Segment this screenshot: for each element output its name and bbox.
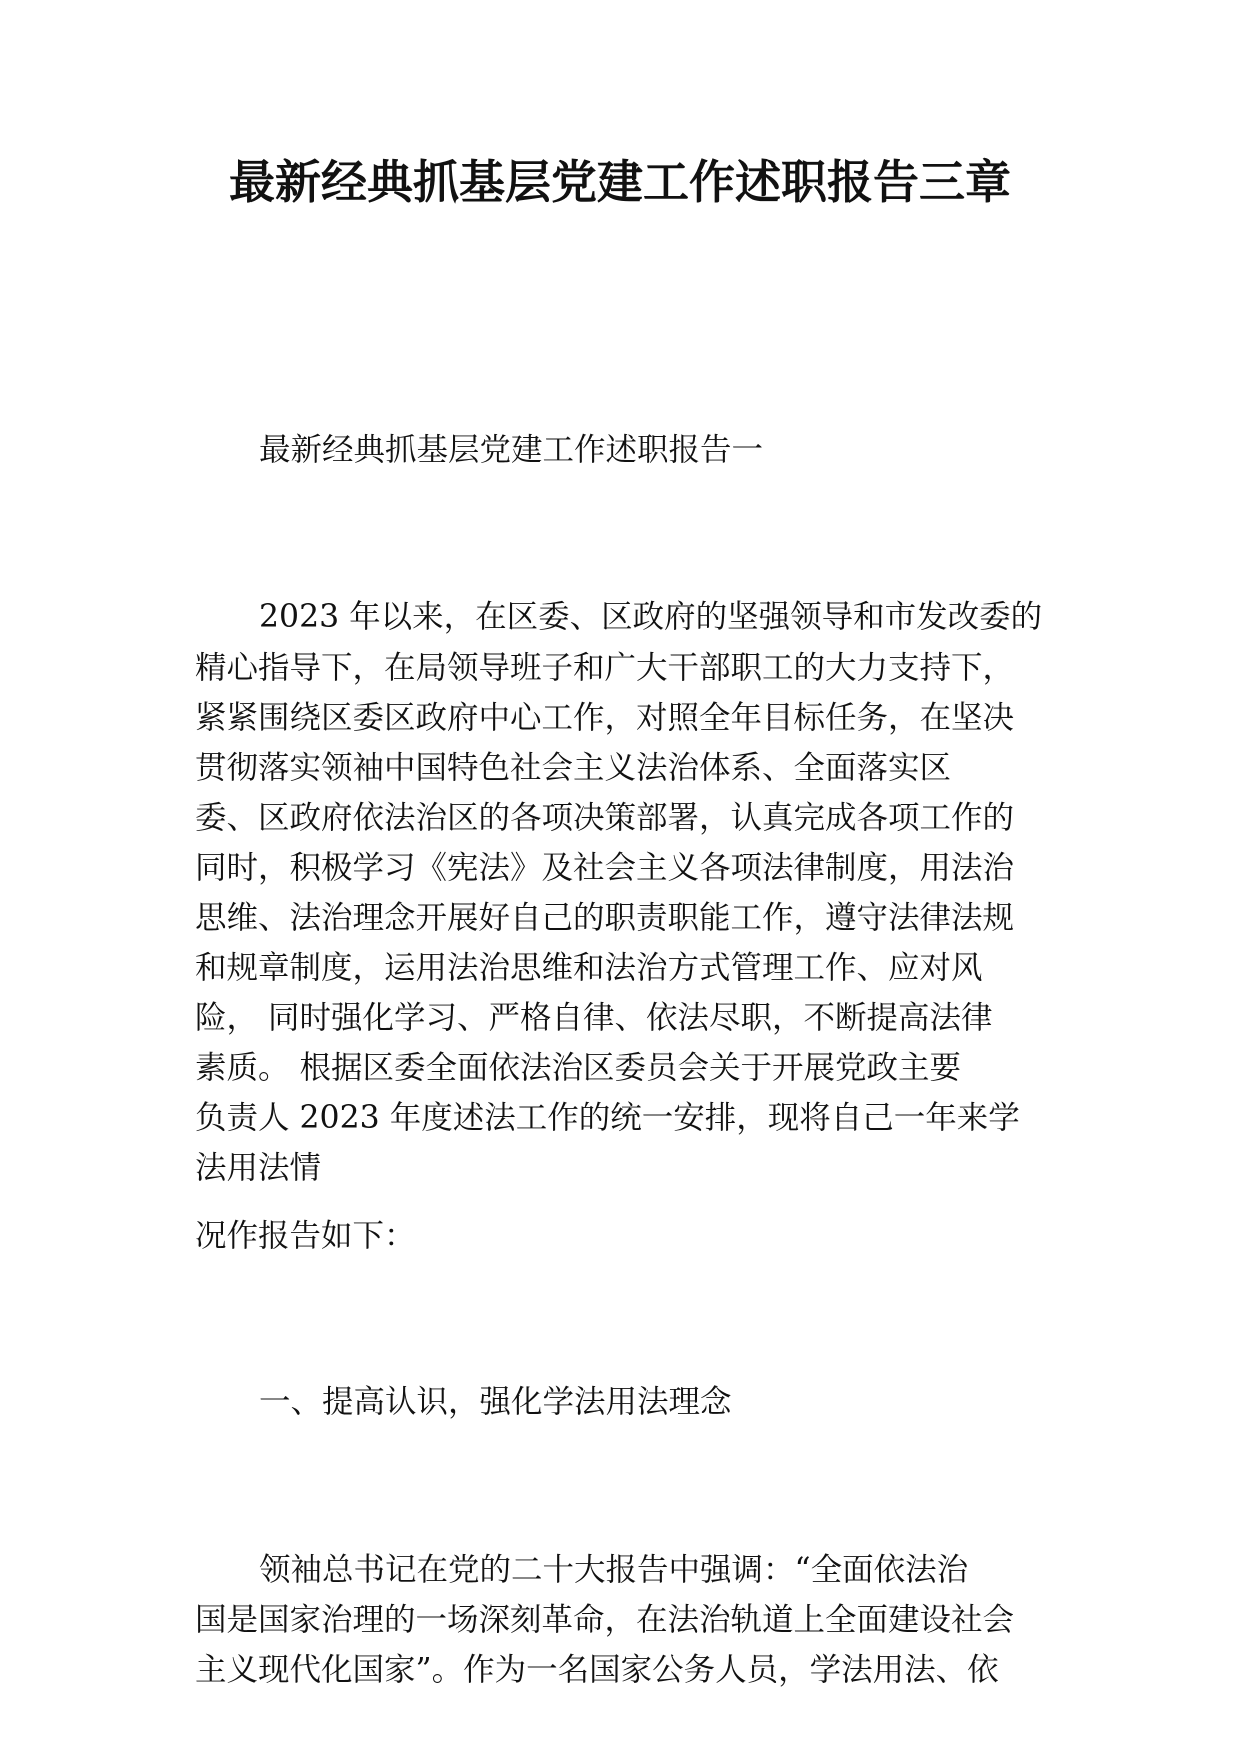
paragraph-line: 领袖总书记在党的二十大报告中强调：“全面依法治	[259, 1552, 969, 1588]
report-subtitle: 最新经典抓基层党建工作述职报告一	[259, 432, 764, 468]
paragraph-line: 法用法情	[195, 1150, 322, 1186]
paragraph-line: 主义现代化国家”。作为一名国家公务人员，学法用法、依	[195, 1652, 999, 1688]
paragraph-line: 负责人 2023 年度述法工作的统一安排，现将自己一年来学	[195, 1100, 1020, 1136]
paragraph-line: 和规章制度，运用法治思维和法治方式管理工作、应对风	[195, 950, 983, 986]
paragraph-line: 2023 年以来，在区委、区政府的坚强领导和市发改委的	[259, 599, 1043, 635]
paragraph-line: 同时，积极学习《宪法》及社会主义各项法律制度，用法治	[195, 850, 1015, 886]
paragraph-line: 贯彻落实领袖中国特色社会主义法治体系、全面落实区	[195, 750, 952, 786]
document-title: 最新经典抓基层党建工作述职报告三章	[229, 155, 1011, 209]
paragraph-line: 险， 同时强化学习、严格自律、依法尽职，不断提高法律	[195, 1000, 993, 1036]
paragraph-line: 国是国家治理的一场深刻革命，在法治轨道上全面建设社会	[195, 1602, 1015, 1638]
section-heading: 一、提高认识，强化学法用法理念	[259, 1384, 732, 1420]
paragraph-line: 精心指导下，在局领导班子和广大干部职工的大力支持下，	[195, 650, 1015, 686]
paragraph-line: 紧紧围绕区委区政府中心工作，对照全年目标任务，在坚决	[195, 700, 1015, 736]
paragraph-tail: 况作报告如下：	[195, 1218, 416, 1254]
paragraph-line: 思维、法治理念开展好自己的职责职能工作，遵守法律法规	[195, 900, 1015, 936]
paragraph-line: 素质。 根据区委全面依法治区委员会关于开展党政主要	[195, 1050, 962, 1086]
paragraph-line: 委、区政府依法治区的各项决策部署，认真完成各项工作的	[195, 800, 1015, 836]
